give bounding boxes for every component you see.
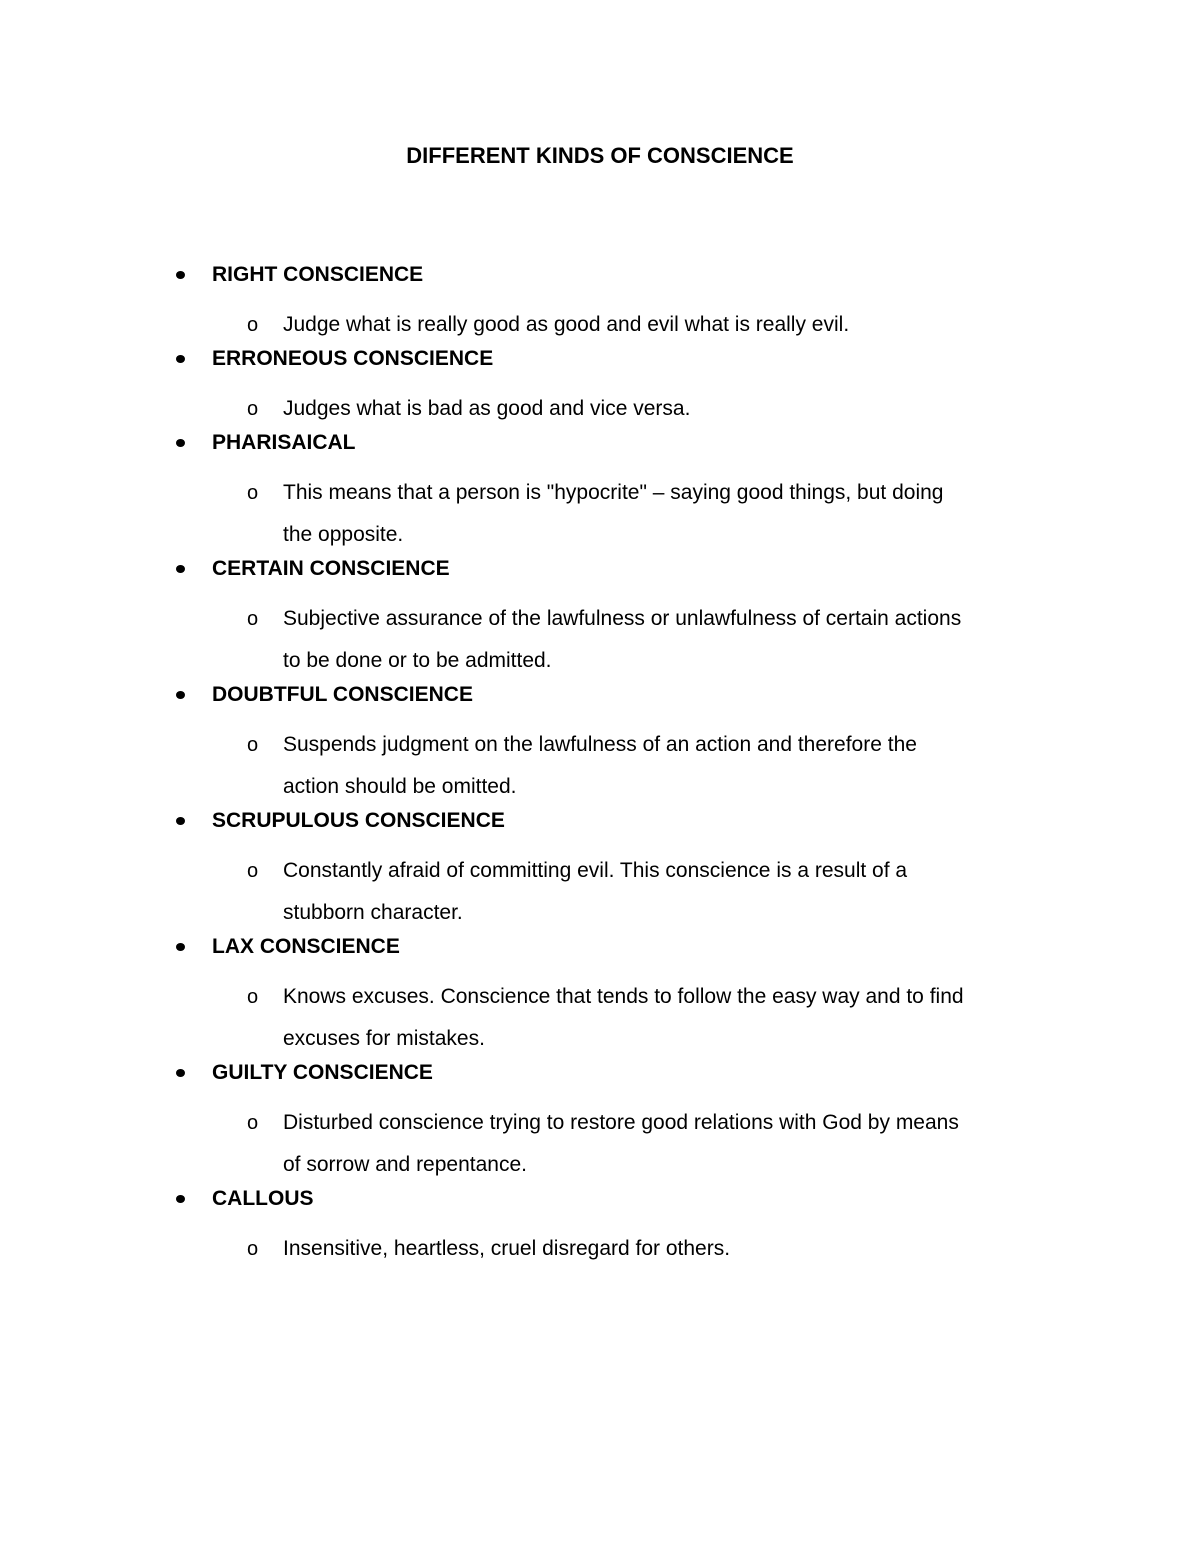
- sub-bullet-marker: o: [247, 1238, 259, 1260]
- term-heading: GUILTY CONSCIENCE: [212, 1061, 433, 1084]
- description-line: Insensitive, heartless, cruel disregard for others.: [283, 1237, 731, 1260]
- list-item: [0, 682, 1200, 808]
- bullet-icon: [176, 439, 185, 447]
- conscience-list: [0, 262, 1200, 1270]
- description-row: [0, 1102, 1200, 1186]
- description-row: [0, 388, 1200, 430]
- description-line: Subjective assurance of the lawfulness or unlawfulness of certain actions: [283, 607, 962, 630]
- description-text: [283, 304, 1063, 346]
- description-line: Knows excuses. Conscience that tends to follow the easy way and to find: [283, 985, 964, 1008]
- description-row: [0, 724, 1200, 808]
- list-item: [0, 1186, 1200, 1270]
- term-heading: DOUBTFUL CONSCIENCE: [212, 683, 473, 706]
- list-item: [0, 430, 1200, 556]
- description-text: [283, 850, 1063, 934]
- description-line: of sorrow and repentance.: [283, 1153, 527, 1176]
- description-line: This means that a person is "hypocrite" – saying good things, but doing: [283, 481, 944, 504]
- description-text: [283, 976, 1063, 1060]
- description-text: [283, 598, 1063, 682]
- description-row: [0, 976, 1200, 1060]
- description-line: the opposite.: [283, 523, 404, 546]
- bullet-icon: [176, 943, 185, 951]
- description-text: [283, 472, 1063, 556]
- description-text: [283, 388, 1063, 430]
- term-heading: PHARISAICAL: [212, 431, 356, 454]
- sub-bullet-marker: o: [247, 734, 259, 756]
- term-heading: ERRONEOUS CONSCIENCE: [212, 347, 494, 370]
- page-title: DIFFERENT KINDS OF CONSCIENCE: [406, 143, 794, 168]
- term-row: [0, 556, 1200, 598]
- description-line: Disturbed conscience trying to restore good relations with God by means: [283, 1111, 959, 1134]
- description-line: stubborn character.: [283, 901, 463, 924]
- term-heading: LAX CONSCIENCE: [212, 935, 400, 958]
- sub-bullet-marker: o: [247, 860, 259, 882]
- term-heading: SCRUPULOUS CONSCIENCE: [212, 809, 505, 832]
- term-row: [0, 262, 1200, 304]
- description-text: [283, 724, 1063, 808]
- sub-bullet-marker: o: [247, 608, 259, 630]
- description-line: Judge what is really good as good and evil what is really evil.: [283, 313, 850, 336]
- bullet-icon: [176, 271, 185, 279]
- bullet-icon: [176, 691, 185, 699]
- term-row: [0, 808, 1200, 850]
- sub-bullet-marker: o: [247, 314, 259, 336]
- description-row: [0, 304, 1200, 346]
- list-item: [0, 808, 1200, 934]
- term-row: [0, 682, 1200, 724]
- description-line: excuses for mistakes.: [283, 1027, 485, 1050]
- term-heading: RIGHT CONSCIENCE: [212, 263, 424, 286]
- bullet-icon: [176, 1069, 185, 1077]
- term-heading: CALLOUS: [212, 1187, 314, 1210]
- description-line: to be done or to be admitted.: [283, 649, 552, 672]
- description-row: [0, 598, 1200, 682]
- list-item: [0, 262, 1200, 346]
- term-row: [0, 934, 1200, 976]
- bullet-icon: [176, 817, 185, 825]
- list-item: [0, 346, 1200, 430]
- description-line: Judges what is bad as good and vice versa.: [283, 397, 691, 420]
- list-item: [0, 556, 1200, 682]
- description-line: Constantly afraid of committing evil. This conscience is a result of a: [283, 859, 908, 882]
- description-line: action should be omitted.: [283, 775, 517, 798]
- list-item: [0, 1060, 1200, 1186]
- description-row: [0, 850, 1200, 934]
- term-row: [0, 1060, 1200, 1102]
- term-row: [0, 1186, 1200, 1228]
- sub-bullet-marker: o: [247, 986, 259, 1008]
- term-heading: CERTAIN CONSCIENCE: [212, 557, 450, 580]
- bullet-icon: [176, 1195, 185, 1203]
- description-text: [283, 1102, 1063, 1186]
- sub-bullet-marker: o: [247, 1112, 259, 1134]
- term-row: [0, 430, 1200, 472]
- sub-bullet-marker: o: [247, 398, 259, 420]
- description-row: [0, 472, 1200, 556]
- bullet-icon: [176, 355, 185, 363]
- bullet-icon: [176, 565, 185, 573]
- term-row: [0, 346, 1200, 388]
- description-line: Suspends judgment on the lawfulness of an action and therefore the: [283, 733, 917, 756]
- description-text: [283, 1228, 1063, 1270]
- sub-bullet-marker: o: [247, 482, 259, 504]
- list-item: [0, 934, 1200, 1060]
- description-row: [0, 1228, 1200, 1270]
